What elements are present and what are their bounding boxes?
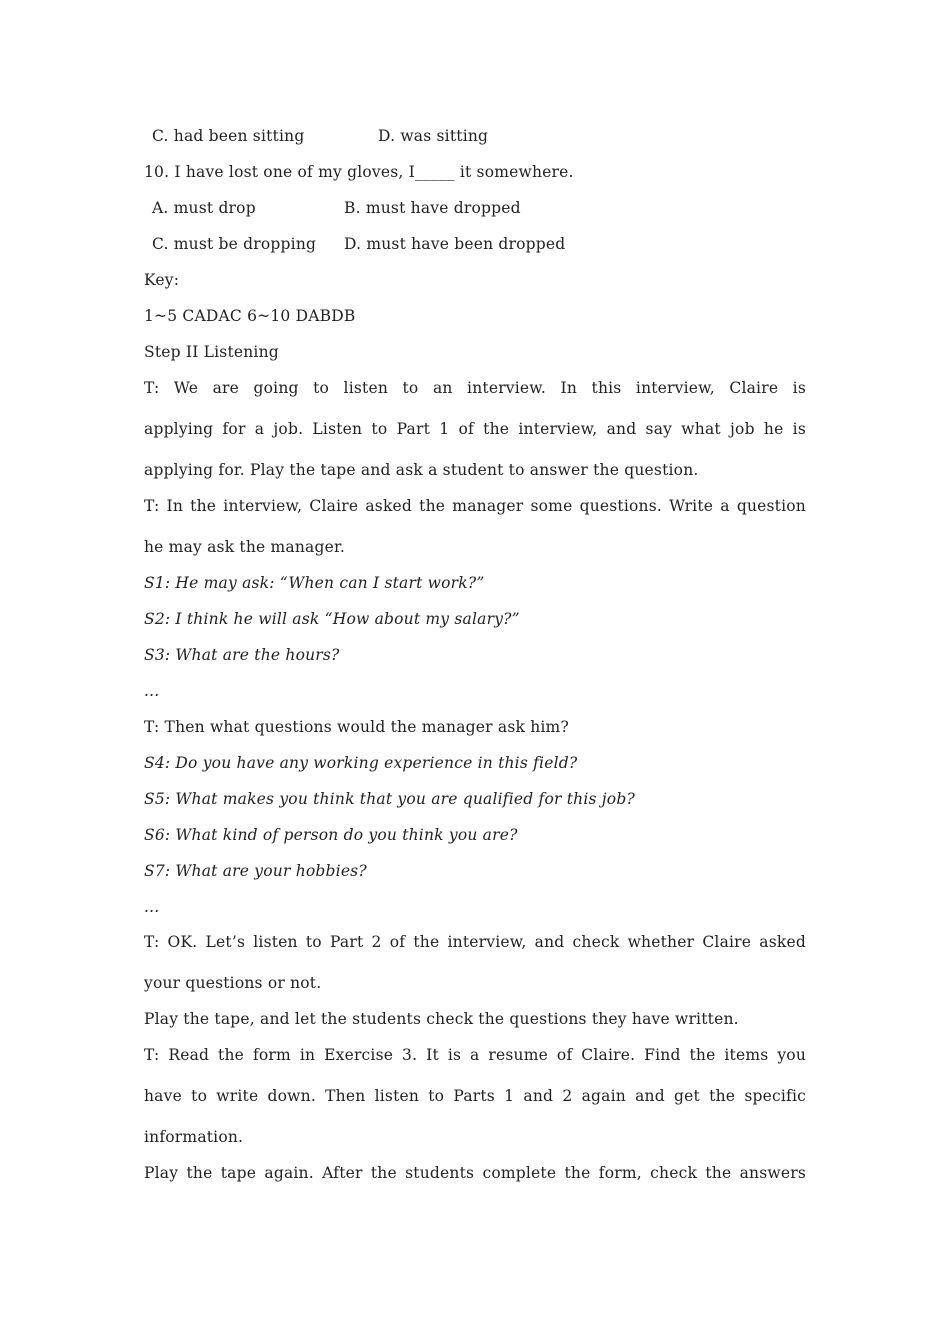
key-answers: 1~5 CADAC 6~10 DABDB xyxy=(144,307,356,325)
student-answer-s3: S3: What are the hours? xyxy=(144,646,340,664)
para4-line2: have to write down. Then listen to Parts 1 and 2 again and get the specific xyxy=(144,1087,806,1105)
ellipsis-2: ... xyxy=(144,898,160,916)
student-answer-s6: S6: What kind of person do you think you are? xyxy=(144,826,518,844)
instruction-play-1: Play the tape, and let the students check the questions they have written. xyxy=(144,1010,739,1028)
para1-line1: T: We are going to listen to an interview. In this interview, Claire is xyxy=(144,379,806,397)
teacher-question: T: Then what questions would the manager ask him? xyxy=(144,718,569,736)
q10-option-a: A. must drop xyxy=(152,199,256,217)
para4-line1: T: Read the form in Exercise 3. It is a resume of Claire. Find the items you xyxy=(144,1046,806,1064)
q10-option-c: C. must be dropping xyxy=(152,235,317,253)
student-answer-s5: S5: What makes you think that you are qualified for this job? xyxy=(144,790,635,808)
q10-options-row-1 xyxy=(144,199,806,217)
para2-line1: T: In the interview, Claire asked the manager some questions. Write a question xyxy=(144,497,806,515)
step-title: Step II Listening xyxy=(144,343,279,361)
q10-options-row-2 xyxy=(144,235,806,253)
para1-line3: applying for. Play the tape and ask a student to answer the question. xyxy=(144,461,699,479)
instruction-play-2: Play the tape again. After the students complete the form, check the answers xyxy=(144,1164,806,1182)
para1-line2: applying for a job. Listen to Part 1 of the interview, and say what job he is xyxy=(144,420,806,438)
q9-options-row xyxy=(144,127,806,145)
student-answer-s1: S1: He may ask: “When can I start work?” xyxy=(144,574,485,592)
student-answer-s7: S7: What are your hobbies? xyxy=(144,862,367,880)
para2-line2: he may ask the manager. xyxy=(144,538,346,556)
q10-option-d: D. must have been dropped xyxy=(344,235,566,253)
q10-option-b: B. must have dropped xyxy=(344,199,521,217)
q10-stem: 10. I have lost one of my gloves, I_____ it somewhere. xyxy=(144,163,574,181)
para3-line2: your questions or not. xyxy=(144,974,322,992)
para3-line1: T: OK. Let’s listen to Part 2 of the interview, and check whether Claire asked xyxy=(144,933,806,951)
ellipsis-1: ... xyxy=(144,682,160,700)
key-label: Key: xyxy=(144,271,180,289)
student-answer-s2: S2: I think he will ask “How about my salary?” xyxy=(144,610,520,628)
q9-option-c: C. had been sitting xyxy=(152,127,305,145)
student-answer-s4: S4: Do you have any working experience in this field? xyxy=(144,754,578,772)
para4-line3: information. xyxy=(144,1128,244,1146)
q9-option-d: D. was sitting xyxy=(378,127,489,145)
